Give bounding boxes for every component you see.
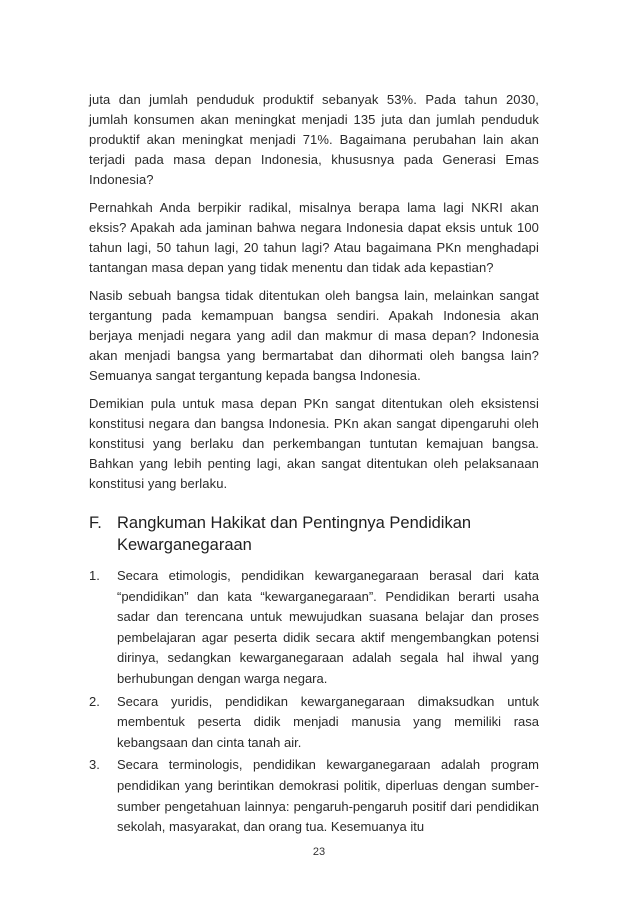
section-title: Rangkuman Hakikat dan Pentingnya Pendidikan Kewarganegaraan [117,514,472,554]
list-item-text: Secara yuridis, pendidikan kewarganegaraan dimaksudkan untuk membentuk peserta didik menjadi manusia yang memiliki rasa kebangsaan dan cinta tanah air. [117,693,539,750]
paragraph: Pernahkah Anda berpikir radikal, misalnya berapa lama lagi NKRI akan eksis? Apakah ada jaminan bahwa negara Indonesia dapat eksis untuk 100 tahun lagi, 50 tahun lagi, 20 tahun lagi? Atau bagaimana PKn menghadapi tantangan masa depan yang tidak menentu dan tidak ada kepastian? [89,200,539,275]
page-number: 23 [312,846,326,858]
page-content [89,90,539,840]
section-heading [89,512,539,556]
list-item [89,566,539,690]
list-item-text: Secara terminologis, pendidikan kewarganegaraan adalah program pendidikan yang berintikan demokrasi politik, diperluas dengan sumber-sumber pengetahuan lainnya: pengaruh-pengaruh positif dari pendidikan sekolah, masyarakat, dan orang tua. Kesemuanya itu [117,757,539,835]
list-item [89,692,539,754]
list-item [89,755,539,837]
paragraph: Nasib sebuah bangsa tidak ditentukan oleh bangsa lain, melainkan sangat tergantung pada kemampuan bangsa sendiri. Apakah Indonesia akan berjaya menjadi negara yang adil dan makmur di masa depan? Indonesia akan menjadi bangsa yang bermartabat dan dihormati oleh bangsa lain? Semuanya sangat tergantung kepada bangsa Indonesia. [89,288,539,383]
list-item-text: Secara etimologis, pendidikan kewarganegaraan berasal dari kata “pendidikan” dan kata “kewarganegaraan”. Pendidikan berarti usaha sadar dan terencana untuk mewujudkan suasana belajar dan proses pembelajaran agar peserta didik secara aktif mengembangkan potensi dirinya, sedangkan kewarganegaraan adalah segala hal ihwal yang berhubungan dengan warga negara. [117,568,539,686]
list-item-number: 1. [89,568,100,583]
summary-list [89,566,539,838]
section-letter: F. [89,514,102,532]
list-item-number: 3. [89,757,100,773]
list-item-number: 2. [89,693,100,709]
paragraph: Demikian pula untuk masa depan PKn sangat ditentukan oleh eksistensi konstitusi negara dan bangsa Indonesia. PKn akan sangat dipengaruhi oleh konstitusi yang berlaku dan perkembangan tuntutan kemajuan bangsa. Bahkan yang lebih penting lagi, akan sangat ditentukan oleh pelaksanaan konstitusi yang berlaku. [89,396,539,491]
paragraph: juta dan jumlah penduduk produktif sebanyak 53%. Pada tahun 2030, jumlah konsumen akan meningkat menjadi 135 juta dan jumlah penduduk produktif akan meningkat menjadi 71%. Bagaimana perubahan lain akan terjadi pada masa depan Indonesia, khususnya pada Generasi Emas Indonesia? [89,92,539,187]
